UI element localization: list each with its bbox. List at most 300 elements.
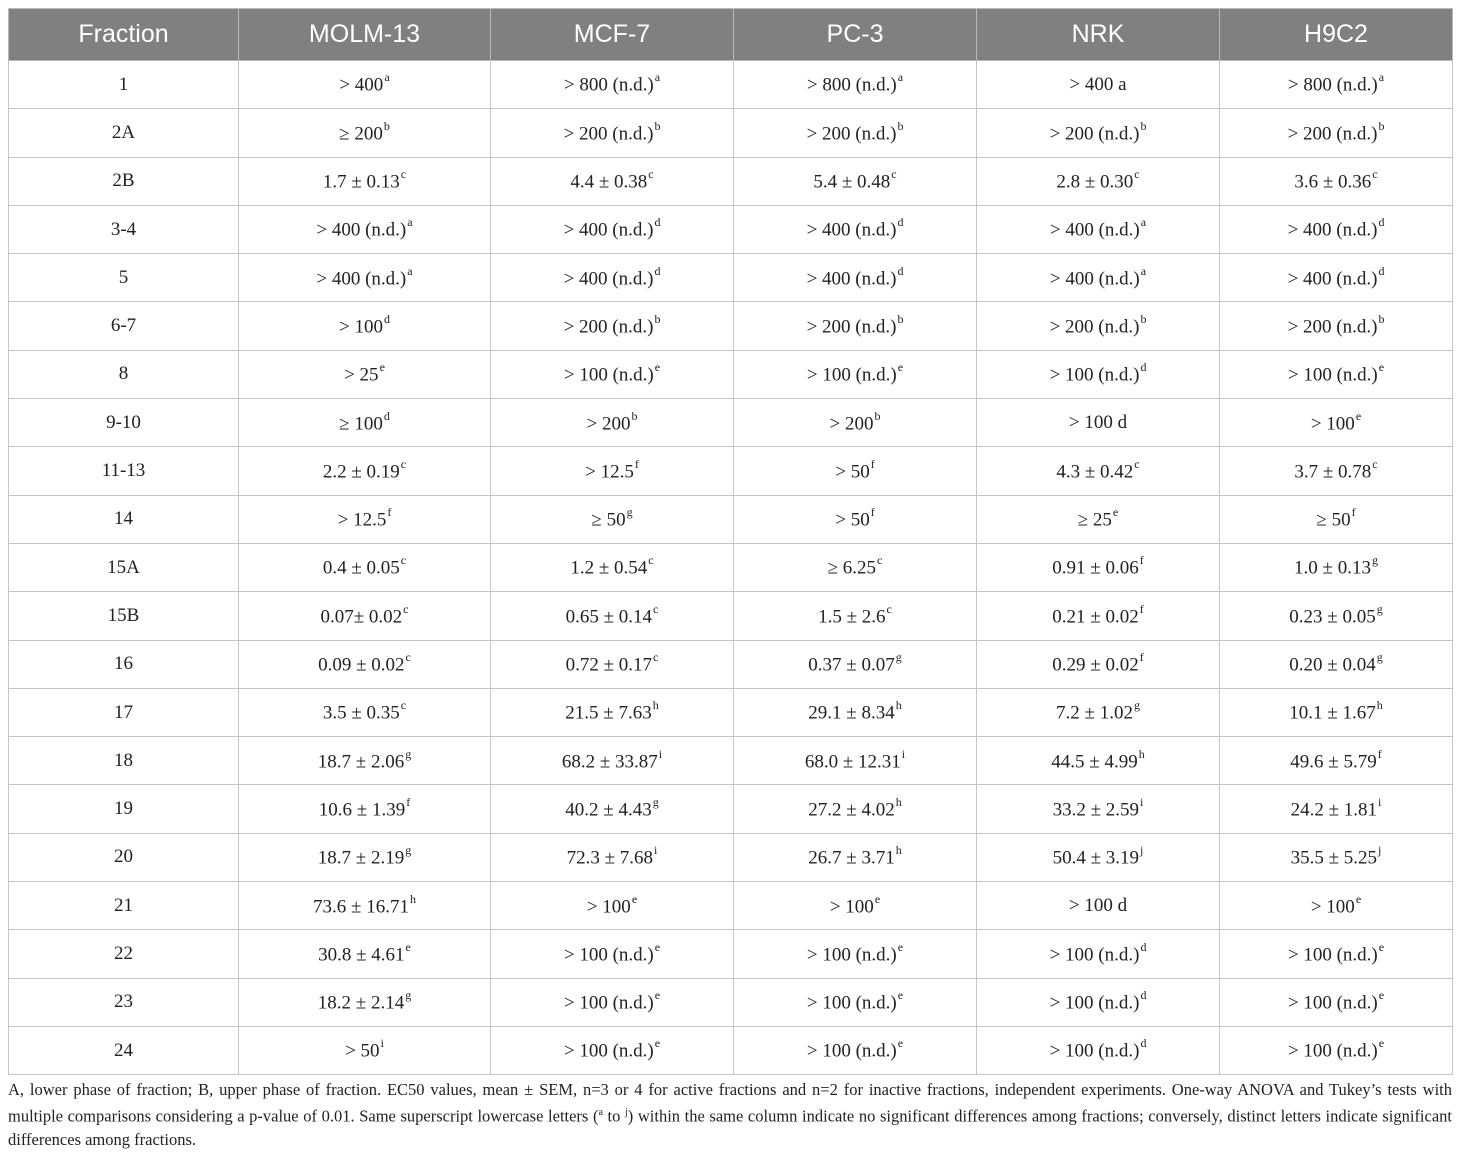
cell-value: 20 (114, 846, 133, 868)
value-cell (491, 543, 734, 591)
cell-value: 18 (114, 749, 133, 771)
cell-value: 2A (111, 121, 136, 143)
significance-letter: e (654, 1036, 661, 1051)
fraction-cell (9, 350, 239, 398)
cell-value: > 100 d (1068, 894, 1128, 916)
value-cell (734, 640, 977, 688)
cell-value: 18.7 ± 2.19 (317, 847, 405, 869)
cell-value: > 200 (n.d.) (563, 123, 654, 145)
significance-letter: e (874, 891, 881, 906)
table-row (9, 447, 1453, 495)
cell-value: > 400 (n.d.) (806, 268, 897, 289)
footnote-to: to (602, 1106, 625, 1126)
significance-letter: c (1372, 456, 1378, 471)
value-cell (734, 350, 977, 398)
table-row (9, 688, 1453, 736)
significance-letter: e (631, 891, 638, 906)
value-cell (491, 833, 734, 881)
value-cell (1220, 640, 1453, 688)
value-cell (491, 737, 734, 785)
footnote-text-1: A, lower phase of fraction; B, upper phase of fraction. EC50 values, mean ± SEM, n=3 or 4 for active fractions and n=2 for inactive fractions, independent experiments. One-way ANOVA and Tukey’s tests with multiple comparisons considering a p-value of 0.01. Same superscript lowercase letters ( (8, 1080, 1452, 1126)
value-cell (977, 785, 1220, 833)
value-cell (491, 495, 734, 543)
cell-value: 6-7 (110, 315, 137, 337)
cell-value: > 400 (n.d.) (1287, 219, 1378, 241)
value-cell (491, 785, 734, 833)
value-cell (734, 978, 977, 1026)
significance-letter: d (1378, 215, 1385, 230)
cell-value: > 200 (n.d.) (1049, 123, 1140, 145)
table-footnote (8, 1078, 1452, 1151)
cell-value: > 800 (n.d.) (806, 74, 897, 96)
cell-value: 0.23 ± 0.05 (1289, 606, 1376, 628)
value-cell (239, 61, 491, 109)
cell-value: 1.7 ± 0.13 (322, 171, 400, 193)
cell-value: 30.8 ± 4.61 (318, 944, 405, 966)
value-cell (1220, 399, 1453, 447)
table-row (9, 1026, 1453, 1074)
cell-value: 44.5 ± 4.99 (1051, 750, 1138, 772)
column-header: PC-3 (734, 9, 977, 61)
value-cell (491, 688, 734, 736)
cell-value: > 100 (n.d.) (806, 1040, 897, 1062)
significance-letter: g (1133, 698, 1140, 713)
value-cell (239, 833, 491, 881)
header-row (9, 9, 1453, 61)
significance-letter: d (383, 408, 390, 423)
significance-letter: g (652, 794, 659, 809)
cell-value: 27.2 ± 4.02 (808, 799, 895, 821)
column-header: MCF-7 (491, 9, 734, 61)
significance-letter: c (648, 167, 654, 182)
cell-value: > 200 (n.d.) (1287, 316, 1378, 338)
cell-value: 0.72 ± 0.17 (565, 654, 653, 676)
significance-letter: e (897, 360, 904, 375)
significance-letter: b (631, 408, 638, 423)
significance-letter: d (654, 215, 661, 230)
cell-value: > 100 (n.d.) (806, 364, 897, 386)
significance-letter: f (634, 456, 639, 471)
significance-letter: h (895, 843, 902, 858)
significance-letter: a (897, 70, 904, 85)
cell-value: > 800 (n.d.) (563, 74, 654, 96)
cell-value: > 100 (n.d.) (1049, 992, 1140, 1014)
fraction-cell (9, 61, 239, 109)
cell-value: 40.2 ± 4.43 (565, 799, 652, 821)
value-cell (977, 833, 1220, 881)
cell-value: > 400 (n.d.) (1049, 268, 1140, 289)
significance-letter: c (1134, 456, 1140, 471)
ec50-table (8, 8, 1453, 1075)
cell-value: > 100 (1310, 895, 1355, 917)
value-cell (734, 254, 977, 302)
significance-letter: g (1376, 601, 1383, 616)
value-cell (491, 640, 734, 688)
table-row (9, 592, 1453, 640)
significance-letter: d (654, 263, 661, 278)
cell-value: 35.5 ± 5.25 (1290, 847, 1378, 869)
value-cell (734, 302, 977, 350)
table-row (9, 737, 1453, 785)
cell-value: 0.4 ± 0.05 (322, 557, 400, 579)
significance-letter: g (895, 650, 902, 665)
cell-value: > 200 (n.d.) (806, 123, 897, 145)
table-row (9, 302, 1453, 350)
cell-value: > 50 (835, 509, 870, 531)
table-row (9, 61, 1453, 109)
cell-value: 24.2 ± 1.81 (1290, 799, 1378, 821)
significance-letter: e (654, 939, 661, 954)
value-cell (977, 592, 1220, 640)
value-cell (239, 592, 491, 640)
cell-value: 10.1 ± 1.67 (1289, 702, 1376, 724)
cell-value: > 400 (n.d.) (316, 268, 407, 289)
cell-value: 68.0 ± 12.31 (804, 750, 901, 772)
cell-value: 18.2 ± 2.14 (317, 992, 405, 1014)
fraction-cell (9, 640, 239, 688)
cell-value: ≥ 100 (339, 412, 383, 434)
significance-letter: h (1138, 746, 1145, 761)
cell-value: > 100 (n.d.) (563, 944, 654, 966)
value-cell (977, 495, 1220, 543)
value-cell (734, 930, 977, 978)
value-cell (491, 61, 734, 109)
significance-letter: f (1139, 650, 1144, 665)
significance-letter: a (654, 70, 661, 85)
table-row (9, 205, 1453, 253)
value-cell (1220, 157, 1453, 205)
cell-value: 9-10 (106, 411, 141, 433)
significance-letter: f (870, 505, 875, 520)
cell-value: 3.5 ± 0.35 (322, 702, 400, 724)
significance-letter: e (405, 939, 411, 954)
fraction-cell (9, 543, 239, 591)
significance-letter: i (380, 1036, 384, 1051)
cell-value: 14 (114, 508, 133, 530)
cell-value: ≥ 6.25 (827, 557, 877, 579)
value-cell (239, 495, 491, 543)
significance-letter: a (1140, 263, 1147, 278)
value-cell (977, 61, 1220, 109)
significance-letter: e (379, 360, 385, 375)
cell-value: > 100 (n.d.) (563, 364, 654, 386)
value-cell (1220, 205, 1453, 253)
cell-value: 7.2 ± 1.02 (1056, 702, 1133, 724)
significance-letter: i (1378, 794, 1382, 809)
significance-letter: e (654, 360, 661, 375)
value-cell (734, 109, 977, 157)
significance-letter: i (1140, 794, 1144, 809)
value-cell (1220, 833, 1453, 881)
significance-letter: d (1140, 939, 1147, 954)
value-cell (239, 978, 491, 1026)
cell-value: 11-13 (101, 460, 146, 482)
cell-value: > 400 (n.d.) (563, 219, 654, 241)
cell-value: > 200 (n.d.) (1287, 123, 1378, 145)
cell-value: > 100 (586, 895, 631, 917)
value-cell (977, 254, 1220, 302)
cell-value: > 12.5 (585, 461, 634, 483)
cell-value: 0.07± 0.02 (320, 606, 403, 628)
value-cell (491, 157, 734, 205)
cell-value: 72.3 ± 7.68 (566, 847, 654, 869)
cell-value: 4.3 ± 0.42 (1056, 461, 1134, 483)
significance-letter: f (387, 505, 392, 520)
cell-value: 3.7 ± 0.78 (1294, 461, 1372, 483)
value-cell (491, 447, 734, 495)
value-cell (1220, 447, 1453, 495)
value-cell (1220, 254, 1453, 302)
significance-letter: c (403, 601, 409, 616)
cell-value: > 100 (n.d.) (1049, 944, 1140, 966)
value-cell (1220, 785, 1453, 833)
significance-letter: f (1139, 601, 1144, 616)
data-table-container (8, 8, 1452, 1075)
value-cell (1220, 592, 1453, 640)
cell-value: 49.6 ± 5.79 (1290, 750, 1377, 772)
cell-value: 10.6 ± 1.39 (318, 799, 406, 821)
cell-value: > 100 (n.d.) (1287, 992, 1378, 1014)
value-cell (1220, 688, 1453, 736)
significance-letter: d (1140, 1036, 1147, 1051)
significance-letter: i (658, 746, 663, 761)
cell-value: 0.29 ± 0.02 (1052, 654, 1139, 676)
value-cell (977, 399, 1220, 447)
column-header: H9C2 (1220, 9, 1453, 61)
cell-value: ≥ 50 (591, 509, 626, 531)
cell-value: ≥ 200 (339, 123, 383, 145)
cell-value: > 800 (n.d.) (1287, 74, 1378, 96)
significance-letter: c (400, 456, 407, 471)
value-cell (239, 930, 491, 978)
cell-value: > 100 (n.d.) (1287, 364, 1378, 386)
cell-value: 68.2 ± 33.87 (561, 750, 658, 772)
cell-value: 2B (112, 170, 135, 192)
fraction-cell (9, 447, 239, 495)
cell-value: 1.2 ± 0.54 (570, 557, 648, 579)
fraction-cell (9, 109, 239, 157)
significance-letter: g (405, 746, 412, 761)
value-cell (239, 109, 491, 157)
significance-letter: c (653, 601, 659, 616)
cell-value: 5 (118, 266, 129, 288)
significance-letter: e (897, 988, 904, 1003)
significance-letter: g (626, 505, 633, 520)
table-row (9, 833, 1453, 881)
table-row (9, 978, 1453, 1026)
value-cell (734, 495, 977, 543)
cell-value: > 100 (n.d.) (806, 992, 897, 1014)
cell-value: ≥ 25 (1077, 509, 1112, 531)
cell-value: 1.0 ± 0.13 (1294, 557, 1371, 579)
value-cell (734, 61, 977, 109)
fraction-cell (9, 688, 239, 736)
table-row (9, 109, 1453, 157)
value-cell (977, 447, 1220, 495)
value-cell (239, 350, 491, 398)
significance-letter: b (654, 118, 661, 133)
value-cell (734, 785, 977, 833)
significance-letter: h (1376, 698, 1383, 713)
significance-letter: a (407, 215, 413, 230)
column-header: MOLM-13 (239, 9, 491, 61)
value-cell (734, 399, 977, 447)
value-cell (734, 205, 977, 253)
significance-letter: b (1378, 118, 1385, 133)
significance-letter: c (1134, 167, 1140, 182)
significance-letter: d (1140, 988, 1147, 1003)
cell-value: 0.20 ± 0.04 (1289, 654, 1376, 676)
value-cell (491, 882, 734, 930)
value-cell (1220, 109, 1453, 157)
cell-value: 26.7 ± 3.71 (808, 847, 895, 869)
value-cell (491, 350, 734, 398)
significance-letter: j (1140, 843, 1144, 858)
value-cell (977, 978, 1220, 1026)
value-cell (239, 882, 491, 930)
significance-letter: b (897, 118, 904, 133)
cell-value: > 400 (n.d.) (806, 219, 897, 241)
table-row (9, 399, 1453, 447)
fraction-cell (9, 592, 239, 640)
significance-letter: c (877, 553, 883, 568)
value-cell (734, 833, 977, 881)
value-cell (734, 1026, 977, 1074)
fraction-cell (9, 737, 239, 785)
value-cell (734, 543, 977, 591)
table-header (9, 9, 1453, 61)
value-cell (977, 930, 1220, 978)
significance-letter: h (652, 698, 659, 713)
value-cell (491, 399, 734, 447)
significance-letter: f (1377, 746, 1382, 761)
significance-letter: f (406, 794, 411, 809)
significance-letter: g (405, 988, 412, 1003)
fraction-cell (9, 833, 239, 881)
significance-letter: c (648, 553, 654, 568)
significance-letter: b (1140, 311, 1147, 326)
cell-value: 15B (107, 604, 140, 626)
value-cell (1220, 61, 1453, 109)
cell-value: > 100 (n.d.) (563, 992, 654, 1014)
significance-letter: a (1140, 215, 1147, 230)
table-row (9, 254, 1453, 302)
cell-value: 21.5 ± 7.63 (565, 702, 652, 724)
significance-letter: b (874, 408, 881, 423)
cell-value: 0.65 ± 0.14 (565, 606, 653, 628)
cell-value: > 100 (1310, 412, 1355, 434)
value-cell (1220, 302, 1453, 350)
footnote-sup-a: a (598, 1107, 603, 1118)
significance-letter: f (1139, 553, 1144, 568)
value-cell (239, 205, 491, 253)
cell-value: > 400 (339, 74, 384, 96)
cell-value: 15A (107, 556, 140, 578)
significance-letter: f (870, 456, 875, 471)
value-cell (1220, 495, 1453, 543)
value-cell (1220, 1026, 1453, 1074)
value-cell (977, 640, 1220, 688)
table-row (9, 882, 1453, 930)
cell-value: > 100 (n.d.) (1287, 1040, 1378, 1062)
cell-value: > 50 (835, 461, 870, 483)
table-row (9, 350, 1453, 398)
value-cell (239, 1026, 491, 1074)
significance-letter: f (1351, 505, 1356, 520)
significance-letter: e (897, 939, 904, 954)
cell-value: 24 (114, 1039, 133, 1061)
cell-value: > 100 d (1068, 411, 1128, 433)
significance-letter: e (1112, 505, 1119, 520)
cell-value: 23 (114, 991, 133, 1013)
value-cell (491, 254, 734, 302)
significance-letter: d (1378, 263, 1385, 278)
significance-letter: a (407, 263, 413, 278)
cell-value: > 100 (n.d.) (563, 1040, 654, 1062)
significance-letter: b (1378, 311, 1385, 326)
cell-value: > 100 (n.d.) (1287, 944, 1378, 966)
value-cell (734, 737, 977, 785)
cell-value: > 400 (n.d.) (1049, 219, 1140, 241)
table-row (9, 785, 1453, 833)
significance-letter: h (895, 698, 902, 713)
value-cell (1220, 978, 1453, 1026)
cell-value: 0.91 ± 0.06 (1052, 557, 1139, 579)
significance-letter: a (384, 70, 390, 85)
significance-letter: c (886, 601, 892, 616)
value-cell (239, 737, 491, 785)
value-cell (977, 109, 1220, 157)
cell-value: ≥ 50 (1316, 509, 1351, 531)
cell-value: > 100 (339, 316, 383, 338)
fraction-cell (9, 302, 239, 350)
significance-letter: i (901, 746, 906, 761)
value-cell (239, 254, 491, 302)
significance-letter: d (383, 311, 390, 326)
cell-value: 4.4 ± 0.38 (570, 171, 648, 193)
table-row (9, 640, 1453, 688)
footnote-text-2: ) within the same column indicate no significant differences among fractions; conversely, distinct letters indicate significant differences among fractions. (8, 1106, 1452, 1149)
cell-value: > 400 (n.d.) (316, 219, 407, 241)
cell-value: 0.21 ± 0.02 (1052, 606, 1139, 628)
value-cell (734, 592, 977, 640)
fraction-cell (9, 254, 239, 302)
value-cell (239, 640, 491, 688)
value-cell (977, 157, 1220, 205)
cell-value: 16 (114, 653, 133, 675)
cell-value: 18.7 ± 2.06 (317, 750, 405, 772)
value-cell (977, 543, 1220, 591)
cell-value: > 200 (586, 412, 631, 434)
value-cell (491, 302, 734, 350)
significance-letter: e (1355, 891, 1362, 906)
cell-value: > 12.5 (337, 509, 387, 531)
cell-value: > 200 (n.d.) (563, 316, 654, 338)
cell-value: > 200 (n.d.) (806, 316, 897, 338)
column-header: NRK (977, 9, 1220, 61)
significance-letter: e (1378, 1036, 1385, 1051)
cell-value: > 400 a (1069, 73, 1127, 95)
value-cell (239, 543, 491, 591)
significance-letter: b (897, 311, 904, 326)
cell-value: 0.37 ± 0.07 (808, 654, 895, 676)
table-row (9, 495, 1453, 543)
value-cell (1220, 737, 1453, 785)
value-cell (491, 109, 734, 157)
fraction-cell (9, 495, 239, 543)
value-cell (239, 302, 491, 350)
fraction-cell (9, 157, 239, 205)
